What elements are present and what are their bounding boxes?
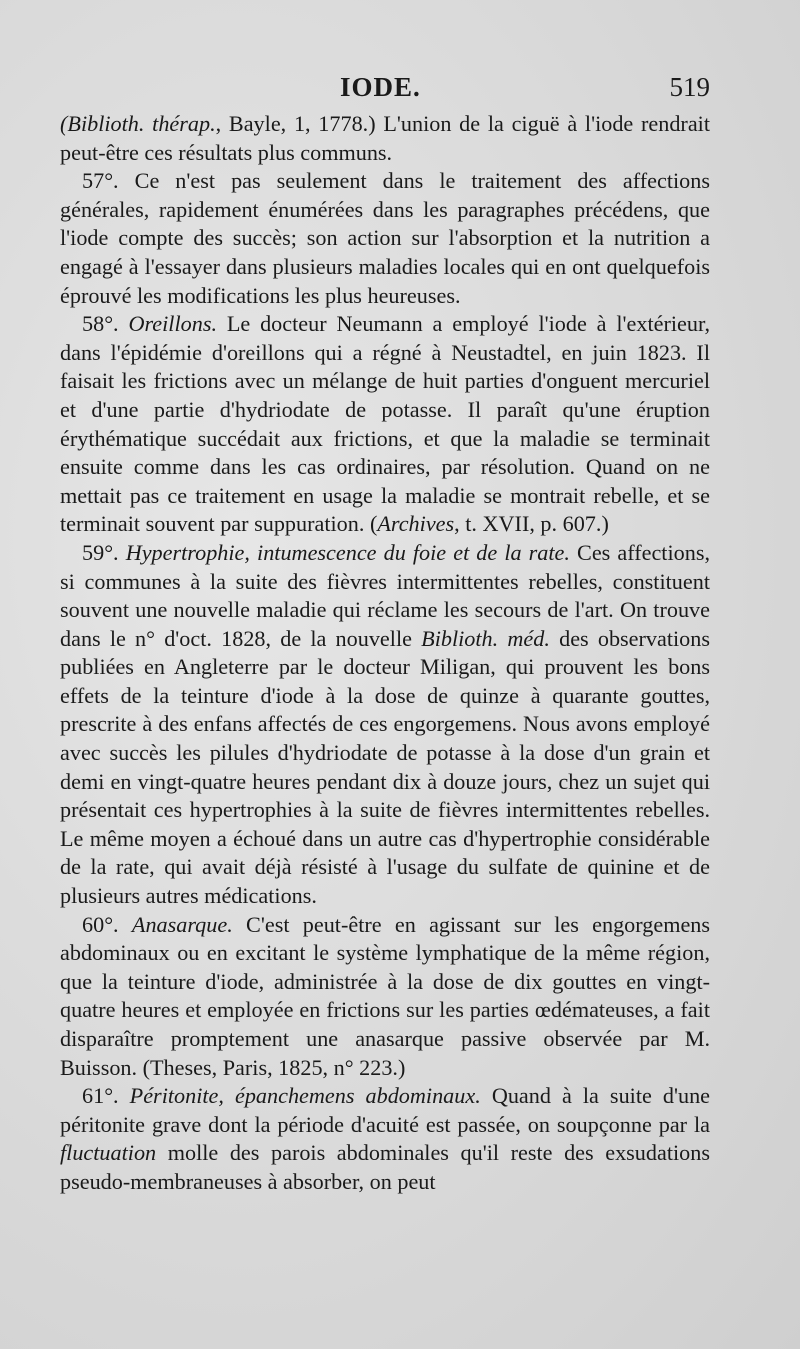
reference-italic: Biblioth. méd. xyxy=(421,625,550,651)
reference-text: , t. XVII, p. 607.) xyxy=(454,511,609,537)
section-title: Péritonite, épanchemens abdominaux. xyxy=(129,1083,481,1109)
paragraph-number: 61°. xyxy=(82,1083,119,1109)
page-header xyxy=(60,72,710,112)
paragraph-number: 59°. xyxy=(82,539,119,565)
body-text xyxy=(60,110,710,1197)
citation-italic: (Biblioth. thérap. xyxy=(60,111,216,136)
section-title: Oreillons. xyxy=(128,311,217,337)
paragraph-text: Ces affections, si communes à la suite des fièvres intermittentes rebelles, constituent souvent une nouvelle maladie qui réclame les secours de l'art. On trouve dans le n° d'oct. 1828, de la nouvelle xyxy=(60,539,711,651)
paragraph-number: 57°. xyxy=(82,168,119,194)
section-title: Hypertrophie, intumescence du foie et de la rate. xyxy=(125,539,570,565)
paragraph-text: molle des parois abdominales qu'il reste des exsudations pseudo-membraneuses à absorber, on peut xyxy=(60,1140,710,1194)
paragraph-continuation xyxy=(60,110,710,167)
paragraph-text: Ce n'est pas seulement dans le traitement des affections générales, rapidement énumérées dans les paragraphes précédens, que l'iode compte des succès; son action sur l'absorption et la nutrition a engagé à l'essayer dans plusieurs maladies locales qui en ont quelquefois éprouvé les modifications les plus heureuses. xyxy=(60,168,711,308)
paragraph-60 xyxy=(60,911,710,1083)
paragraph-58 xyxy=(60,310,710,539)
paragraph-text: , Bayle, 1, 1778.) L'union de la ciguë à l'iode rendrait peut-être ces résultats plus communs. xyxy=(60,111,711,165)
paragraph-text: C'est peut-être en agissant sur les engorgemens abdominaux ou en excitant le système lymphatique de la même région, que la teinture d'iode, administrée à la dose de dix gouttes en vingt-quatre heures et employée en frictions sur les parties œdémateuses, a fait disparaître promptement une anasarque passive observée par M. Buisson. (Theses, Paris, 1825, n° 223.) xyxy=(60,911,711,1080)
page-number: 519 xyxy=(669,72,710,102)
paragraph-number: 60°. xyxy=(82,911,119,937)
paragraph-59 xyxy=(60,539,710,911)
paragraph-61 xyxy=(60,1082,710,1196)
running-head: IODE. xyxy=(340,72,421,102)
section-title: Anasarque. xyxy=(131,911,233,937)
term-italic: fluctuation xyxy=(60,1140,157,1166)
reference-italic: Archives xyxy=(377,511,455,537)
paragraph-text: Le docteur Neumann a employé l'iode à l'extérieur, dans l'épidémie d'oreillons qui a régné à Neustadtel, en juin 1823. Il faisait les frictions avec un mélange de huit parties d'onguent mercuriel et d'une partie d'hydriodate de potasse. Il paraît qu'une éruption érythématique succédait aux frictions, et que la maladie se terminait ensuite comme dans les cas ordinaires, par résolution. Quand on ne mettait pas ce traitement en usage la maladie se montrait rebelle, et se terminait souvent par suppuration. ( xyxy=(60,311,711,537)
paragraph-57 xyxy=(60,167,710,310)
paragraph-number: 58°. xyxy=(82,311,119,337)
paragraph-text: Quand à la suite d'une péritonite grave dont la période d'acuité est passée, on soupçonne par la xyxy=(60,1083,711,1137)
paragraph-text: des observations publiées en Angleterre par le docteur Miligan, qui prouvent les bons effets de la teinture d'iode à la dose de quinze à quarante gouttes, prescrite à des enfans affectés de ces engorgemens. Nous avons employé avec succès les pilules d'hydriodate de potasse à la dose d'un grain et demi en vingt-quatre heures pendant dix à douze jours, chez un sujet qui présentait ces hypertrophies à la suite de fièvres intermittentes rebelles. Le même moyen a échoué dans un autre cas d'hypertrophie considérable de la rate, qui avait déjà résisté à l'usage du sulfate de quinine et de plusieurs autres médications. xyxy=(60,625,711,909)
